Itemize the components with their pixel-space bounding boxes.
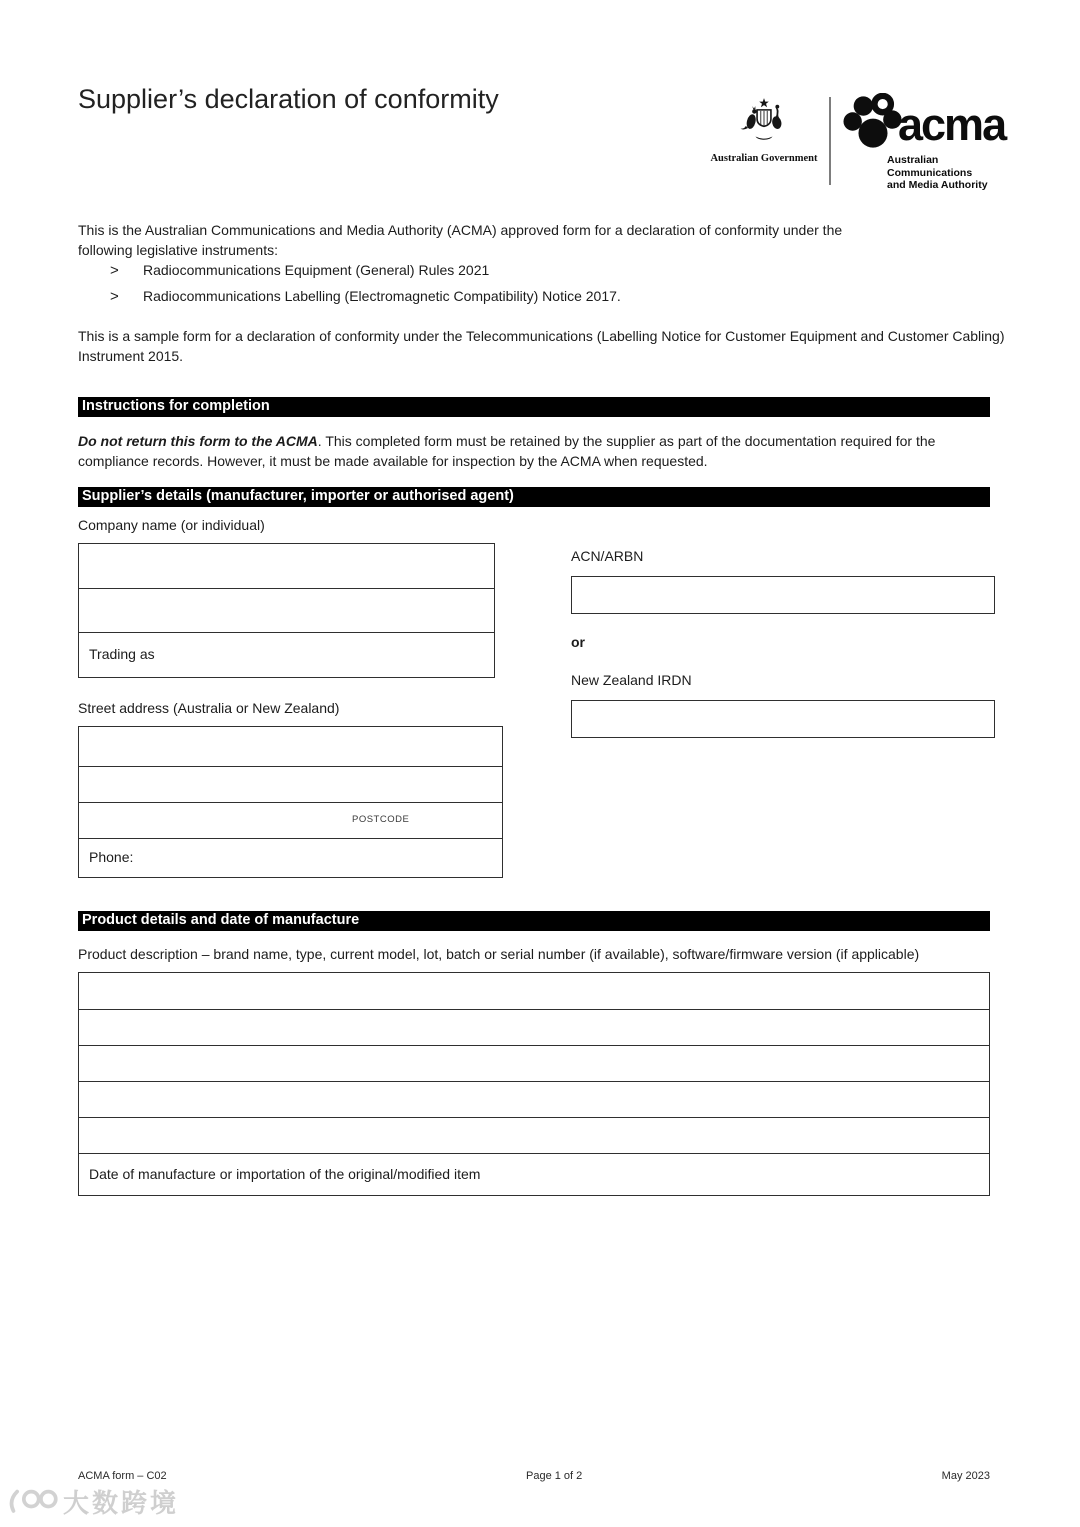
phone-input-row[interactable] [79,838,502,876]
page-footer [78,1470,990,1482]
product-description-input-row-1[interactable] [79,973,989,1009]
logo-divider [829,97,831,185]
bullet-text: Radiocommunications Equipment (General) Rules 2021 [143,262,490,278]
company-name-input-line-2[interactable] [79,588,494,632]
section-heading-supplier-details: Supplier’s details (manufacturer, importer or authorised agent) [78,487,990,507]
acma-wordmark: acma [898,99,1006,150]
chevron-bullet-icon: > [110,262,119,279]
nz-irdn-input[interactable] [571,700,995,738]
trading-as-label: Trading as [89,646,155,662]
product-description-input-row-5[interactable] [79,1117,989,1153]
intro-paragraph-2: This is a sample form for a declaration of conformity under the Telecommunications (Labelling Notice for Customer Equipment and Customer Cabling) Instrument 2015. [78,328,1005,365]
australian-government-logo [706,92,822,164]
product-description-table [78,972,990,1196]
watermark [6,1483,179,1520]
street-address-input-line-1[interactable] [79,727,502,766]
australian-coat-of-arms-icon [732,92,796,148]
watermark-logo-icon [6,1487,58,1517]
date-of-manufacture-label: Date of manufacture or importation of the original/modified item [89,1166,481,1182]
intro-paragraph-1: This is the Australian Communications and Media Authority (ACMA) approved form for a declaration of conformity under the following legislative instruments: [78,222,843,259]
product-description-input-row-4[interactable] [79,1081,989,1117]
footer-form-number: ACMA form – C02 [78,1470,167,1482]
acma-subtitle: Australian Communications and Media Authority [887,154,988,192]
footer-date: May 2023 [941,1470,990,1482]
street-address-box [78,726,503,878]
legislative-instrument-item [110,262,489,279]
acn-arbn-input[interactable] [571,576,995,614]
bullet-text: Radiocommunications Labelling (Electromagnetic Compatibility) Notice 2017. [143,288,621,304]
company-name-label: Company name (or individual) [78,517,265,533]
nz-irdn-label: New Zealand IRDN [571,672,692,688]
do-not-return-notice: Do not return this form to the ACMA [78,433,318,449]
company-name-input-line-1[interactable] [79,544,494,588]
product-description-label: Product description – brand name, type, current model, lot, batch or serial number (if available), software/firmware version (if applicable) [78,946,920,962]
or-label: or [571,634,585,650]
legislative-instrument-item [110,288,621,305]
company-name-box [78,543,495,678]
page-title: Supplier’s declaration of conformity [78,84,499,114]
australian-government-label: Australian Government [710,153,818,164]
street-address-label: Street address (Australia or New Zealand) [78,700,340,716]
acn-arbn-label: ACN/ARBN [571,548,644,564]
footer-page-info: Page 1 of 2 [526,1470,583,1482]
instructions-paragraph: Do not return this form to the ACMA. This completed form must be retained by the supplier as part of the documentation required for the compliance records. However, it must be made available for inspection by the ACMA when requested. [78,433,936,470]
phone-label: Phone: [89,849,134,865]
trading-as-input-row[interactable] [79,632,494,676]
acma-flower-icon [843,93,903,150]
product-description-input-row-2[interactable] [79,1009,989,1045]
section-heading-instructions: Instructions for completion [78,397,990,417]
date-of-manufacture-input-row[interactable] [79,1153,989,1195]
product-description-input-row-3[interactable] [79,1045,989,1081]
chevron-bullet-icon: > [110,288,119,305]
section-heading-product-details: Product details and date of manufacture [78,911,990,931]
postcode-input-row[interactable] [79,802,502,838]
postcode-label: POSTCODE [352,814,410,825]
street-address-input-line-2[interactable] [79,766,502,802]
watermark-text: 大数跨境 [63,1488,180,1518]
acma-logo [843,93,1005,192]
